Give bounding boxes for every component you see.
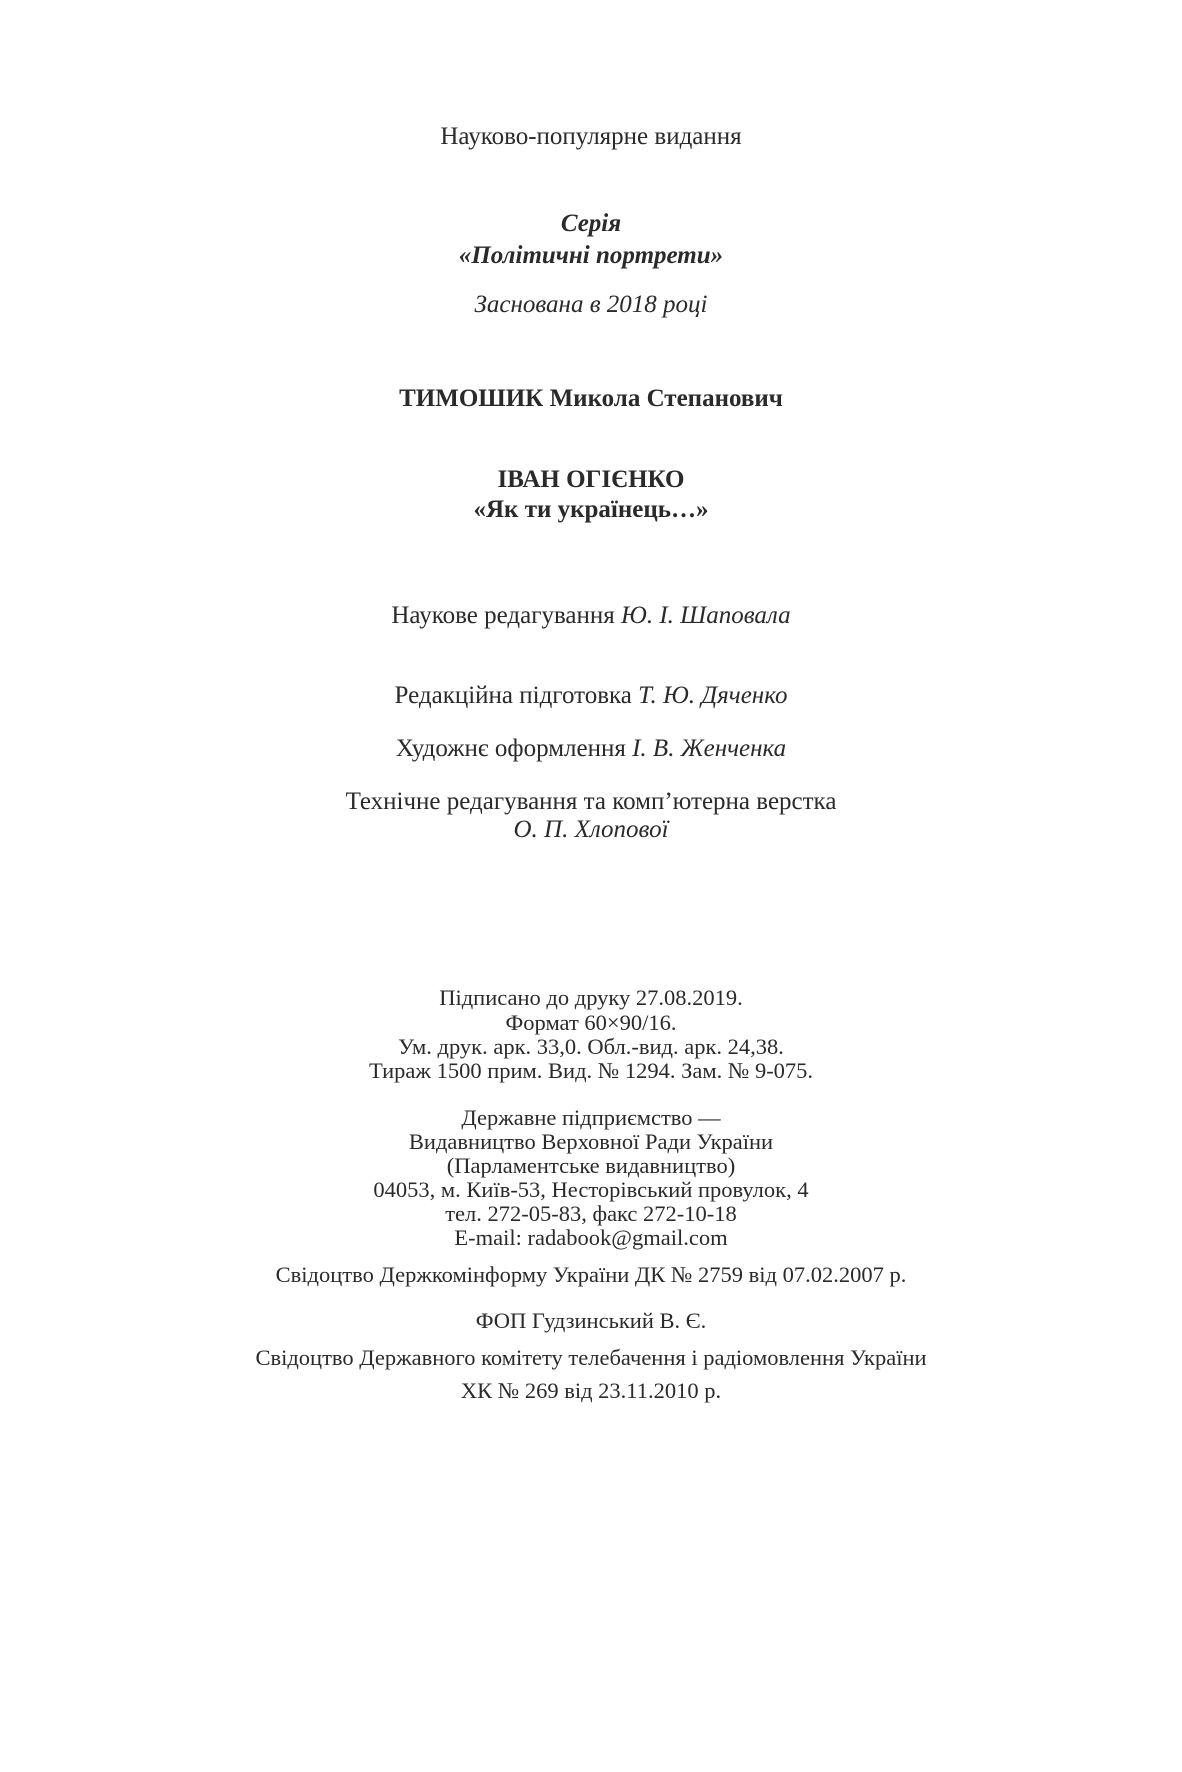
publisher-email: E-mail: radabook@gmail.com — [454, 1225, 728, 1250]
art-design-name: І. В. Женченка — [632, 735, 787, 762]
print-info-line: Підписано до друку 27.08.2019. — [439, 985, 743, 1010]
editorial-prep — [0, 683, 1182, 708]
print-info-line: Формат 60×90/16. — [505, 1010, 677, 1035]
series-label: Серія — [560, 210, 622, 237]
series-name: «Політичні портрети» — [458, 242, 724, 269]
book-title: ІВАН ОГІЄНКО — [497, 466, 685, 493]
edition-type: Науково-популярне видання — [440, 123, 742, 150]
editorial-prep-name: Т. Ю. Дяченко — [638, 682, 788, 709]
book-subtitle: «Як ти українець…» — [473, 496, 709, 523]
author-line — [0, 386, 1182, 411]
tech-editing-label: Технічне редагування та комп’ютерна верстка — [345, 788, 837, 815]
publisher-line: Державне підприємство — — [461, 1105, 721, 1130]
series-founded: Заснована в 2018 році — [474, 291, 708, 318]
publisher-line: (Парламентське видавництво) — [446, 1153, 736, 1178]
tech-editing-name: О. П. Хлопової — [513, 816, 669, 843]
author-surname: ТИМОШИК — [399, 385, 544, 412]
printer: ФОП Гудзинський В. Є. — [475, 1308, 707, 1333]
scientific-editing-name: Ю. І. Шаповала — [621, 602, 791, 629]
certificate-1: Свідоцтво Держкомінформу України ДК № 2759 від 07.02.2007 р. — [275, 1262, 907, 1287]
print-info-line: Ум. друк. арк. 33,0. Обл.-вид. арк. 24,38. — [398, 1034, 784, 1059]
scientific-editing — [0, 603, 1182, 628]
publisher-line: 04053, м. Київ-53, Несторівський провулок, 4 — [373, 1177, 809, 1202]
art-design — [0, 736, 1182, 761]
editorial-prep-label: Редакційна підготовка — [394, 682, 632, 709]
certificate-2-line2: ХК № 269 від 23.11.2010 р. — [460, 1378, 722, 1403]
publisher-line: Видавництво Верховної Ради України — [408, 1129, 774, 1154]
art-design-label: Художнє оформлення — [395, 735, 626, 762]
print-info-line: Тираж 1500 прим. Вид. № 1294. Зам. № 9-075. — [368, 1058, 814, 1083]
scientific-editing-label: Наукове редагування — [391, 602, 615, 629]
certificate-2-line1: Свідоцтво Державного комітету телебачення і радіомовлення України — [255, 1345, 927, 1370]
author-given-names: Микола Степанович — [549, 385, 783, 412]
publisher-line: тел. 272-05-83, факс 272-10-18 — [445, 1201, 737, 1226]
